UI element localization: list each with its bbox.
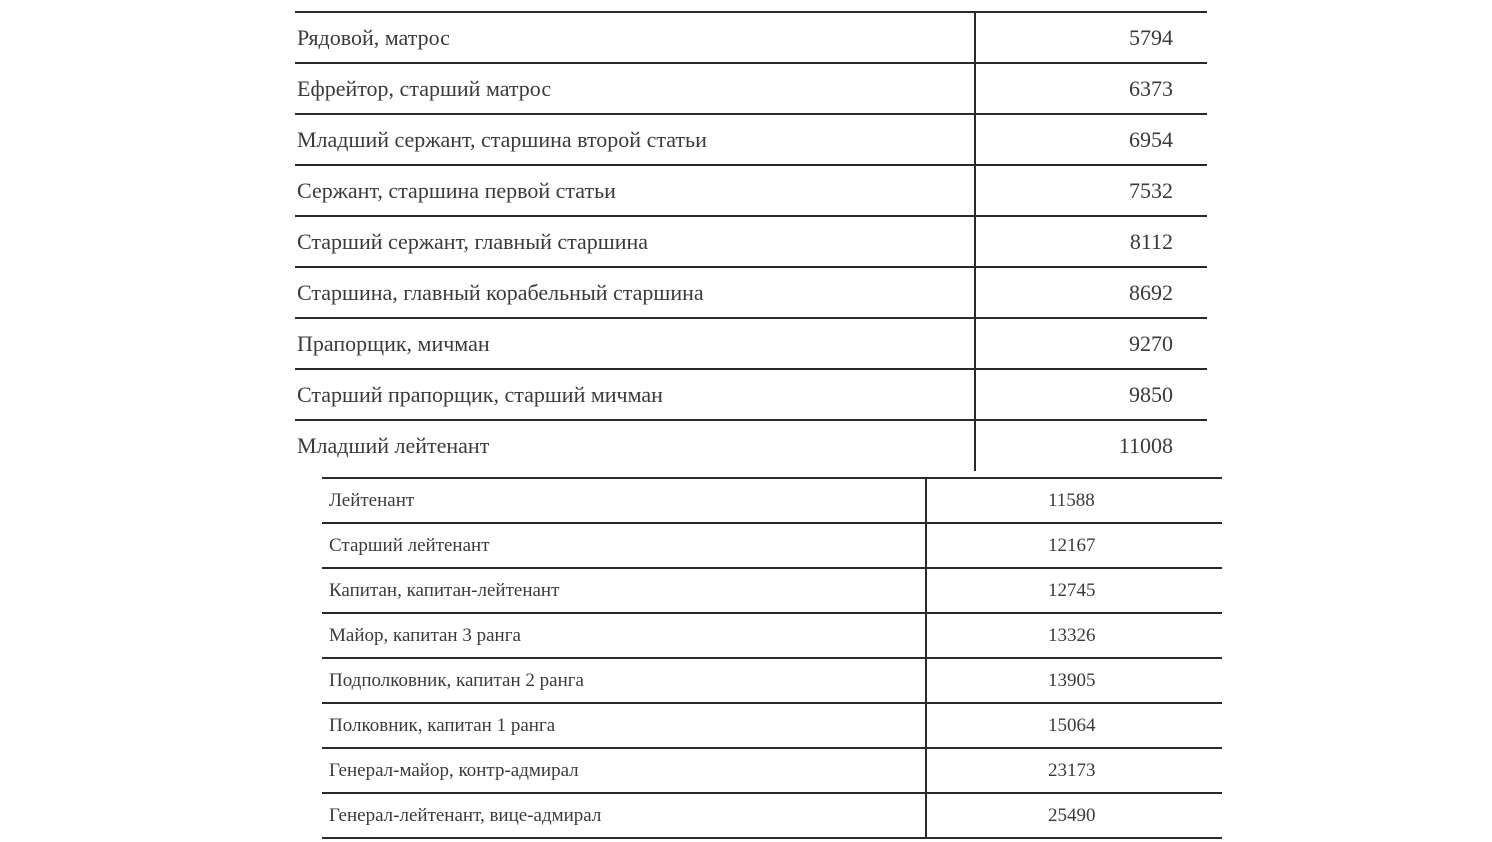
rank-cell: Полковник, капитан 1 ранга bbox=[322, 703, 926, 748]
table-row bbox=[295, 369, 1207, 420]
table-row bbox=[295, 165, 1207, 216]
salary-cell: 13326 bbox=[926, 613, 1222, 658]
salary-cell: 11588 bbox=[926, 478, 1222, 523]
rank-cell: Старшина, главный корабельный старшина bbox=[295, 267, 975, 318]
rank-cell: Генерал-майор, контр-адмирал bbox=[322, 748, 926, 793]
salary-cell: 6373 bbox=[975, 63, 1207, 114]
salary-table-upper bbox=[295, 11, 1207, 471]
salary-cell: 5794 bbox=[975, 12, 1207, 63]
table-row bbox=[322, 478, 1222, 523]
salary-cell: 23173 bbox=[926, 748, 1222, 793]
rank-cell: Генерал-лейтенант, вице-адмирал bbox=[322, 793, 926, 838]
table-row bbox=[322, 658, 1222, 703]
salary-cell: 25490 bbox=[926, 793, 1222, 838]
rank-cell: Сержант, старшина первой статьи bbox=[295, 165, 975, 216]
table-row bbox=[295, 420, 1207, 471]
table-row bbox=[295, 267, 1207, 318]
rank-cell: Старший прапорщик, старший мичман bbox=[295, 369, 975, 420]
rank-cell: Майор, капитан 3 ранга bbox=[322, 613, 926, 658]
table-row bbox=[295, 114, 1207, 165]
rank-cell: Старший сержант, главный старшина bbox=[295, 216, 975, 267]
rank-cell: Подполковник, капитан 2 ранга bbox=[322, 658, 926, 703]
table-row bbox=[322, 523, 1222, 568]
rank-cell: Капитан, капитан-лейтенант bbox=[322, 568, 926, 613]
salary-cell: 9270 bbox=[975, 318, 1207, 369]
table-row bbox=[322, 793, 1222, 838]
table-row bbox=[295, 63, 1207, 114]
salary-cell: 12745 bbox=[926, 568, 1222, 613]
salary-cell: 12167 bbox=[926, 523, 1222, 568]
rank-cell: Прапорщик, мичман bbox=[295, 318, 975, 369]
salary-cell: 6954 bbox=[975, 114, 1207, 165]
table-row bbox=[295, 12, 1207, 63]
salary-cell: 7532 bbox=[975, 165, 1207, 216]
table-row bbox=[322, 613, 1222, 658]
salary-table-lower bbox=[322, 477, 1222, 839]
table-row bbox=[295, 216, 1207, 267]
salary-cell: 8692 bbox=[975, 267, 1207, 318]
salary-cell: 15064 bbox=[926, 703, 1222, 748]
rank-cell: Старший лейтенант bbox=[322, 523, 926, 568]
salary-cell: 13905 bbox=[926, 658, 1222, 703]
rank-cell: Лейтенант bbox=[322, 478, 926, 523]
salary-cell: 11008 bbox=[1118, 433, 1173, 458]
rank-cell: Младший лейтенант bbox=[295, 420, 975, 471]
rank-cell: Рядовой, матрос bbox=[295, 12, 975, 63]
table-row bbox=[322, 703, 1222, 748]
rank-cell: Младший сержант, старшина второй статьи bbox=[295, 114, 975, 165]
salary-cell: 8112 bbox=[975, 216, 1207, 267]
table-row bbox=[295, 318, 1207, 369]
salary-cell: 9850 bbox=[975, 369, 1207, 420]
rank-cell: Ефрейтор, старший матрос bbox=[295, 63, 975, 114]
table-row bbox=[322, 748, 1222, 793]
table-row bbox=[322, 568, 1222, 613]
